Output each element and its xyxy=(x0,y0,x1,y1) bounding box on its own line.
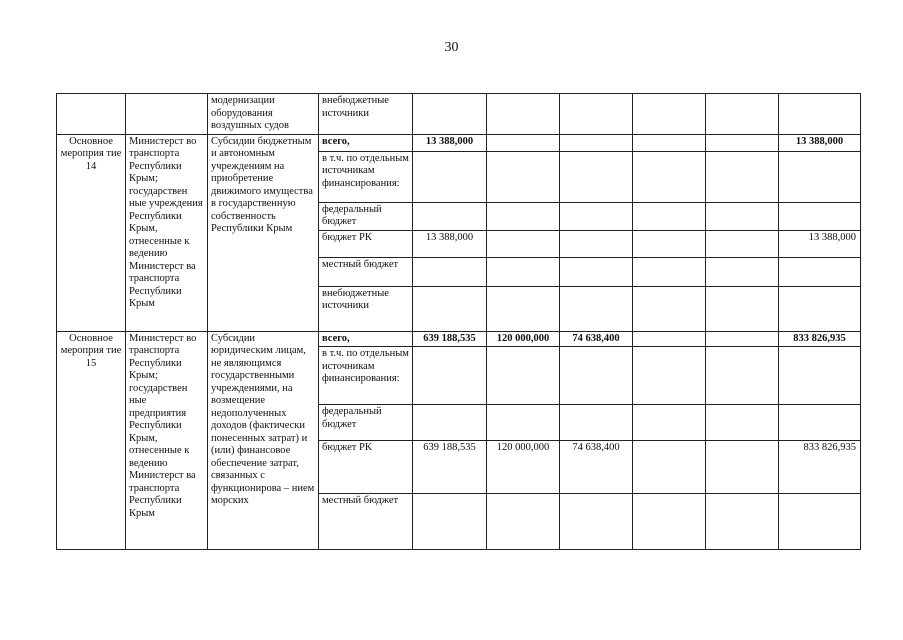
rk-y1: 639 188,535 xyxy=(413,441,487,494)
incl-label: в т.ч. по отдельным источникам финансирования: xyxy=(319,151,413,202)
total-sum: 13 388,000 xyxy=(779,134,861,151)
event-14-executor: Министерст во транспорта Республики Крым; государствен ные учреждения Республики Крым, отнесенные к ведению Министерст ва транспорта Республики Крым xyxy=(126,134,208,331)
event-14-name: Субсидии бюджетным и автономным учреждениям на приобретение движимого имущества в государственную собственность Республики Крым xyxy=(208,134,319,331)
total-sum: 833 826,935 xyxy=(779,331,861,347)
incl-label: в т.ч. по отдельным источникам финансирования: xyxy=(319,347,413,405)
total-y1: 639 188,535 xyxy=(413,331,487,347)
total-label: всего, xyxy=(319,134,413,151)
local-label: местный бюджет xyxy=(319,494,413,550)
total-y2: 120 000,000 xyxy=(487,331,560,347)
source-cell: внебюджетные источники xyxy=(319,94,413,135)
event-14-label: Основное мероприя тие 14 xyxy=(57,134,126,331)
rk-y3: 74 638,400 xyxy=(560,441,633,494)
total-y3: 74 638,400 xyxy=(560,331,633,347)
table-row xyxy=(57,134,861,151)
page-number: 30 xyxy=(444,40,459,55)
event-15-executor: Министерст во транспорта Республики Крым; государствен ные предприятия Республики Крым, отнесенные к ведению Министерст ва транспорта Республики Крым xyxy=(126,331,208,550)
rk-sum: 833 826,935 xyxy=(779,441,861,494)
budget-table xyxy=(56,93,861,550)
extra-label: внебюджетные источники xyxy=(319,286,413,331)
rk-sum: 13 388,000 xyxy=(779,230,861,257)
rk-y1: 13 388,000 xyxy=(413,230,487,257)
total-label: всего, xyxy=(319,331,413,347)
local-label: местный бюджет xyxy=(319,257,413,286)
table-row xyxy=(57,331,861,347)
event-15-name: Субсидии юридическим лицам, не являющимся государственными учреждениями, на возмещение недополученных доходов (фактически понесенных затрат) и (или) финансовое обеспечение затрат, связанных с функционирова – нием морских xyxy=(208,331,319,550)
rk-y2: 120 000,000 xyxy=(487,441,560,494)
name-cell: модернизации оборудования воздушных судов xyxy=(208,94,319,135)
total-y1: 13 388,000 xyxy=(413,134,487,151)
executor-cell xyxy=(126,94,208,135)
table-row xyxy=(57,94,861,135)
event-15-label: Основное мероприя тие 15 xyxy=(57,331,126,550)
federal-label: федеральный бюджет xyxy=(319,405,413,441)
federal-label: федеральный бюджет xyxy=(319,202,413,230)
event-cell xyxy=(57,94,126,135)
rk-label: бюджет РК xyxy=(319,230,413,257)
rk-label: бюджет РК xyxy=(319,441,413,494)
